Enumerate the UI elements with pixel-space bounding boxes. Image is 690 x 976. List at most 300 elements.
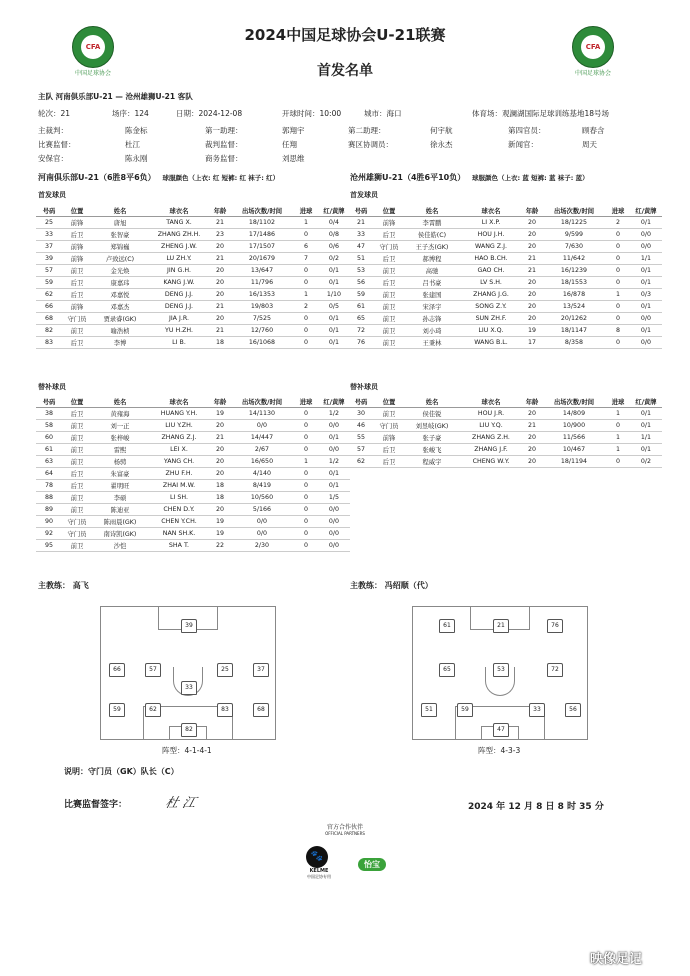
table-row xyxy=(36,444,350,456)
table-cell: 沙恺 xyxy=(92,540,148,552)
sponsor-title xyxy=(295,822,395,836)
ar2: 何宇航 xyxy=(430,126,453,135)
column-header: 号码 xyxy=(348,205,374,217)
column-header: 球衣名 xyxy=(148,205,210,217)
player-shirt-icon: 53 xyxy=(493,663,509,677)
column-header: 球衣名 xyxy=(460,396,522,408)
table-cell: 张梓峻 xyxy=(92,432,148,444)
table-cell: 20 xyxy=(210,313,230,325)
table-cell: 0/1 xyxy=(630,420,662,432)
table-cell: 21 xyxy=(210,301,230,313)
table-cell: 前锋 xyxy=(374,217,404,229)
table-cell: ZHANG Z.H. xyxy=(460,432,522,444)
table-cell: 23 xyxy=(210,229,230,241)
table-row xyxy=(36,408,350,420)
table-cell: WANG B.L. xyxy=(460,337,522,349)
column-header: 位置 xyxy=(62,205,92,217)
table-cell: 0/0 xyxy=(630,241,662,253)
table-cell: 0/0 xyxy=(230,528,294,540)
table-cell: 16/650 xyxy=(230,456,294,468)
table-cell: ZHANG Z.J. xyxy=(148,432,210,444)
home-team-name: 河南俱乐部U-21（6胜8平6负） xyxy=(38,173,156,182)
table-cell: 张峻飞 xyxy=(404,444,460,456)
table-cell: 18/1553 xyxy=(542,277,606,289)
table-row xyxy=(348,277,662,289)
column-header: 红/黄牌 xyxy=(630,205,662,217)
table-cell: 13/524 xyxy=(542,301,606,313)
table-cell: 21 xyxy=(210,217,230,229)
table-cell: 33 xyxy=(348,229,374,241)
column-header: 姓名 xyxy=(92,396,148,408)
table-cell: 后卫 xyxy=(62,289,92,301)
table-cell: 20 xyxy=(210,468,230,480)
table-cell: 前锋 xyxy=(62,301,92,313)
table-row xyxy=(348,337,662,349)
table-cell: 0/0 xyxy=(630,313,662,325)
player-shirt-icon: 59 xyxy=(457,703,473,717)
column-header: 号码 xyxy=(36,396,62,408)
table-row xyxy=(348,325,662,337)
table-cell: 朱富豪 xyxy=(92,468,148,480)
table-cell: 陈雨晨(GK) xyxy=(92,516,148,528)
table-cell: 60 xyxy=(36,432,62,444)
player-shirt-icon: 25 xyxy=(217,663,233,677)
table-cell: 喻浩桢 xyxy=(92,325,148,337)
home-coach: 主教练： 高飞 xyxy=(38,581,89,590)
table-cell: 0/1 xyxy=(318,313,350,325)
away-team-header xyxy=(350,172,589,183)
table-cell: 0/8 xyxy=(318,229,350,241)
table-cell: JIN G.H. xyxy=(148,265,210,277)
table-cell: 20 xyxy=(522,217,542,229)
table-cell: 19 xyxy=(210,528,230,540)
table-cell: 56 xyxy=(348,277,374,289)
table-cell: 21 xyxy=(348,217,374,229)
home-formation: 阵型：4-1-4-1 xyxy=(162,746,212,755)
table-cell: 0/1 xyxy=(318,432,350,444)
table-cell: 62 xyxy=(348,456,374,468)
column-header: 年龄 xyxy=(522,205,542,217)
table-cell: 1 xyxy=(294,217,318,229)
column-header: 出场次数/时间 xyxy=(542,205,606,217)
coord-label: 赛区协调员： xyxy=(348,140,393,149)
supervisor-signature: 杜 江 xyxy=(163,796,198,811)
table-row xyxy=(348,444,662,456)
table-cell: 雷熙 xyxy=(92,444,148,456)
table-cell: 14/809 xyxy=(542,408,606,420)
table-cell: 后卫 xyxy=(62,277,92,289)
table-row xyxy=(36,420,350,432)
security-label: 安保官： xyxy=(38,154,68,163)
table-cell: 8/358 xyxy=(542,337,606,349)
table-header-row xyxy=(36,205,350,217)
table-cell: 孙志锋 xyxy=(404,313,460,325)
home-subs-table xyxy=(36,396,350,552)
home-starters-table xyxy=(36,205,350,349)
column-header: 红/黄牌 xyxy=(318,396,350,408)
table-cell: 刘一正 xyxy=(92,420,148,432)
table-cell: 0/0 xyxy=(318,444,350,456)
table-cell: 0 xyxy=(294,444,318,456)
table-cell: 20 xyxy=(210,289,230,301)
table-cell: LEI X. xyxy=(148,444,210,456)
table-cell: 前卫 xyxy=(374,301,404,313)
player-shirt-icon: 37 xyxy=(253,663,269,677)
table-cell: LIU X.Q. xyxy=(460,325,522,337)
table-cell: 0/0 xyxy=(318,504,350,516)
table-cell: 高驰 xyxy=(404,265,460,277)
table-cell: 83 xyxy=(36,337,62,349)
table-cell: 18/1194 xyxy=(542,456,606,468)
table-cell: 61 xyxy=(36,444,62,456)
table-cell: 8/419 xyxy=(230,480,294,492)
table-cell: 1/5 xyxy=(318,492,350,504)
table-cell: 47 xyxy=(348,241,374,253)
away-team-name: 沧州雄狮U-21（4胜6平10负） xyxy=(350,173,466,182)
table-cell: 92 xyxy=(36,528,62,540)
player-shirt-icon: 47 xyxy=(493,723,509,737)
table-cell: 0 xyxy=(606,313,630,325)
table-cell: 64 xyxy=(36,468,62,480)
table-cell: 张智豪 xyxy=(92,229,148,241)
table-cell: 46 xyxy=(348,420,374,432)
fourth-label: 第四官员： xyxy=(508,126,546,135)
table-cell: 18/1225 xyxy=(542,217,606,229)
table-cell: 王子杰(GK) xyxy=(404,241,460,253)
table-cell: HUANG Y.H. xyxy=(148,408,210,420)
table-cell: 18 xyxy=(210,337,230,349)
player-shirt-icon: 57 xyxy=(145,663,161,677)
yibao-text: 怡宝 xyxy=(358,858,386,871)
table-cell: 0/6 xyxy=(318,241,350,253)
table-cell: 0 xyxy=(294,337,318,349)
table-cell: 18/1147 xyxy=(542,325,606,337)
table-cell: 5/166 xyxy=(230,504,294,516)
table-cell: 0 xyxy=(294,492,318,504)
column-header: 位置 xyxy=(374,396,404,408)
column-header: 位置 xyxy=(374,205,404,217)
table-cell: 51 xyxy=(348,253,374,265)
ar2-label: 第二助理： xyxy=(348,126,386,135)
player-shirt-icon: 33 xyxy=(181,681,197,695)
table-row xyxy=(348,301,662,313)
table-cell: 前卫 xyxy=(62,325,92,337)
kelme-text: KELME xyxy=(309,868,329,874)
table-cell: 11/566 xyxy=(542,432,606,444)
player-shirt-icon: 56 xyxy=(565,703,581,717)
table-cell: 20 xyxy=(522,456,542,468)
press-officer: 周天 xyxy=(582,140,597,149)
column-header: 位置 xyxy=(62,396,92,408)
player-shirt-icon: 39 xyxy=(181,619,197,633)
table-cell: 19/803 xyxy=(230,301,294,313)
table-cell: 后卫 xyxy=(374,277,404,289)
round: 轮次：21 xyxy=(38,109,71,118)
table-cell: 7/630 xyxy=(542,241,606,253)
table-cell: 0 xyxy=(294,277,318,289)
column-header: 球衣名 xyxy=(148,396,210,408)
table-cell: 16/878 xyxy=(542,289,606,301)
table-row xyxy=(36,217,350,229)
table-cell: 守门员 xyxy=(374,241,404,253)
table-cell: 0/0 xyxy=(318,540,350,552)
table-cell: 前卫 xyxy=(62,492,92,504)
table-row xyxy=(348,265,662,277)
table-cell: 20 xyxy=(522,289,542,301)
table-cell: 前卫 xyxy=(62,504,92,516)
table-cell: LV S.H. xyxy=(460,277,522,289)
table-cell: 0 xyxy=(294,313,318,325)
column-header: 进球 xyxy=(294,205,318,217)
table-cell: 0 xyxy=(294,480,318,492)
table-cell: 4/140 xyxy=(230,468,294,480)
table-cell: 1 xyxy=(294,289,318,301)
table-cell: SONG Z.Y. xyxy=(460,301,522,313)
table-cell: 66 xyxy=(36,301,62,313)
match-supervisor: 杜江 xyxy=(125,140,140,149)
table-cell: 21 xyxy=(210,253,230,265)
table-cell: 前锋 xyxy=(62,253,92,265)
table-cell: 10/900 xyxy=(542,420,606,432)
table-cell: 0 xyxy=(294,408,318,420)
referee: 陈金标 xyxy=(125,126,148,135)
table-cell: 后卫 xyxy=(62,337,92,349)
table-cell: 21 xyxy=(210,432,230,444)
ar1-label: 第一助理： xyxy=(205,126,243,135)
table-row xyxy=(348,408,662,420)
table-header-row xyxy=(348,396,662,408)
table-cell: 杨骋 xyxy=(92,456,148,468)
table-cell: 20 xyxy=(522,301,542,313)
commercial-label: 商务监督： xyxy=(205,154,243,163)
kickoff-time: 开球时间：10:00 xyxy=(282,109,342,118)
table-cell: 65 xyxy=(348,313,374,325)
paw-icon: 🐾 xyxy=(306,846,328,868)
player-shirt-icon: 61 xyxy=(439,619,455,633)
table-cell: 1 xyxy=(606,408,630,420)
table-cell: 21 xyxy=(210,325,230,337)
table-cell: 后卫 xyxy=(374,229,404,241)
table-cell: 18/1102 xyxy=(230,217,294,229)
logo-caption: 中国足球协会 xyxy=(574,70,611,77)
table-cell: 后卫 xyxy=(374,444,404,456)
table-cell: 33 xyxy=(36,229,62,241)
table-cell: 后卫 xyxy=(62,468,92,480)
table-cell: CHEN D.Y. xyxy=(148,504,210,516)
table-cell: 20 xyxy=(522,408,542,420)
table-cell: 6 xyxy=(294,241,318,253)
table-cell: 62 xyxy=(36,289,62,301)
table-cell: 0 xyxy=(294,265,318,277)
table-cell: 59 xyxy=(348,289,374,301)
table-cell: 11/796 xyxy=(230,277,294,289)
table-row xyxy=(36,432,350,444)
table-cell: 前卫 xyxy=(62,456,92,468)
table-cell: 11/642 xyxy=(542,253,606,265)
table-cell: 0/1 xyxy=(630,265,662,277)
table-cell: 0/1 xyxy=(318,480,350,492)
table-row xyxy=(348,241,662,253)
table-cell: 10/467 xyxy=(542,444,606,456)
table-cell: 22 xyxy=(210,540,230,552)
yibao-logo xyxy=(358,852,386,871)
away-subs-label: 替补球员 xyxy=(350,383,378,391)
table-cell: 0/1 xyxy=(318,337,350,349)
coordinator: 徐永杰 xyxy=(430,140,453,149)
match-date: 日期：2024-12-08 xyxy=(176,109,243,118)
home-kit-colors: 球服颜色（上衣: 红 短裤: 红 袜子: 红） xyxy=(162,174,280,182)
table-row xyxy=(348,229,662,241)
ref-supervisor: 任翔 xyxy=(282,140,297,149)
table-row xyxy=(348,313,662,325)
watermark: 映像足记 xyxy=(590,952,643,967)
table-cell: 刘昱岐(GK) xyxy=(404,420,460,432)
table-cell: 21 xyxy=(522,420,542,432)
table-cell: 0 xyxy=(606,265,630,277)
city: 城市：海口 xyxy=(364,109,402,118)
table-cell: 0 xyxy=(294,504,318,516)
table-cell: 0 xyxy=(606,253,630,265)
table-cell: ZHANG J.F. xyxy=(460,444,522,456)
table-cell: 20 xyxy=(210,456,230,468)
table-cell: 0/2 xyxy=(630,456,662,468)
table-cell: DENG J.J. xyxy=(148,301,210,313)
table-cell: 0/1 xyxy=(630,408,662,420)
table-cell: LIU Y.Q. xyxy=(460,420,522,432)
table-cell: ZHENG J.W. xyxy=(148,241,210,253)
table-cell: 邓嘉杰 xyxy=(92,301,148,313)
table-cell: 0/0 xyxy=(318,528,350,540)
table-row xyxy=(348,420,662,432)
table-cell: 1/10 xyxy=(318,289,350,301)
table-cell: 1 xyxy=(294,456,318,468)
cfa-logo-text: CFA xyxy=(81,35,105,59)
table-cell: YU H.ZH. xyxy=(148,325,210,337)
security-officer: 陈永刚 xyxy=(125,154,148,163)
table-cell: 陈迪亚 xyxy=(92,504,148,516)
table-cell: 0/1 xyxy=(630,217,662,229)
table-cell: 唐旭 xyxy=(92,217,148,229)
table-cell: 20 xyxy=(210,241,230,253)
column-header: 年龄 xyxy=(210,205,230,217)
table-cell: 前卫 xyxy=(374,313,404,325)
away-formation-pitch xyxy=(412,606,588,740)
table-cell: 72 xyxy=(348,325,374,337)
table-cell: 14/447 xyxy=(230,432,294,444)
table-cell: 38 xyxy=(36,408,62,420)
table-cell: 20 xyxy=(522,277,542,289)
table-cell: 0/0 xyxy=(230,516,294,528)
table-cell: 20 xyxy=(522,313,542,325)
home-starters-label: 首发球员 xyxy=(38,191,66,199)
table-cell: 1 xyxy=(606,444,630,456)
table-cell: 16/1239 xyxy=(542,265,606,277)
table-row xyxy=(36,337,350,349)
table-cell: 0 xyxy=(294,420,318,432)
table-row xyxy=(36,313,350,325)
column-header: 姓名 xyxy=(404,205,460,217)
ref-sup-label: 裁判监督： xyxy=(205,140,243,149)
table-row xyxy=(36,504,350,516)
table-cell: 后卫 xyxy=(62,408,92,420)
table-row xyxy=(36,492,350,504)
away-formation: 阵型：4-3-3 xyxy=(478,746,521,755)
table-cell: 郑锦巍 xyxy=(92,241,148,253)
table-cell: 0/1 xyxy=(318,265,350,277)
table-cell: 7/525 xyxy=(230,313,294,325)
table-cell: 后卫 xyxy=(374,253,404,265)
column-header: 年龄 xyxy=(210,396,230,408)
table-cell: 邓嘉悦 xyxy=(92,289,148,301)
table-cell: 0/0 xyxy=(318,420,350,432)
table-cell: 程威宇 xyxy=(404,456,460,468)
table-cell: 53 xyxy=(348,265,374,277)
player-shirt-icon: 76 xyxy=(547,619,563,633)
table-cell: 卢致远(C) xyxy=(92,253,148,265)
table-row xyxy=(36,480,350,492)
table-cell: 翟明旺 xyxy=(92,480,148,492)
column-header: 红/黄牌 xyxy=(630,396,662,408)
player-shirt-icon: 68 xyxy=(253,703,269,717)
table-row xyxy=(36,528,350,540)
table-cell: 0/0 xyxy=(630,229,662,241)
table-cell: 0 xyxy=(294,468,318,480)
table-cell: 0/4 xyxy=(318,217,350,229)
table-cell: 0/1 xyxy=(318,277,350,289)
table-cell: 刘小琦 xyxy=(404,325,460,337)
column-header: 出场次数/时间 xyxy=(542,396,606,408)
table-cell: 1/1 xyxy=(630,253,662,265)
table-cell: 侯佳皓(C) xyxy=(404,229,460,241)
table-cell: 30 xyxy=(348,408,374,420)
table-cell: 侯佳锐 xyxy=(404,408,460,420)
table-cell: 0 xyxy=(606,420,630,432)
table-cell: 1/2 xyxy=(318,456,350,468)
column-header: 年龄 xyxy=(522,396,542,408)
table-cell: 前卫 xyxy=(374,408,404,420)
table-cell: DENG J.J. xyxy=(148,289,210,301)
table-row xyxy=(36,301,350,313)
table-cell: 16/1353 xyxy=(230,289,294,301)
away-coach: 主教练： 冯绍顺（代） xyxy=(350,581,433,590)
table-row xyxy=(36,468,350,480)
table-cell: 守门员 xyxy=(62,516,92,528)
away-subs-table xyxy=(348,396,662,468)
table-cell: ZHU F.H. xyxy=(148,468,210,480)
table-cell: 0 xyxy=(606,277,630,289)
table-row xyxy=(36,229,350,241)
table-cell: 0/1 xyxy=(318,325,350,337)
player-shirt-icon: 83 xyxy=(217,703,233,717)
table-cell: 17/1507 xyxy=(230,241,294,253)
table-cell: 后卫 xyxy=(62,229,92,241)
referee-label: 主裁判： xyxy=(38,126,68,135)
table-cell: 0/2 xyxy=(318,253,350,265)
table-row xyxy=(348,456,662,468)
table-cell: LI X.P. xyxy=(460,217,522,229)
table-cell: LI B. xyxy=(148,337,210,349)
table-cell: 1/1 xyxy=(630,432,662,444)
table-row xyxy=(36,241,350,253)
table-cell: 57 xyxy=(36,265,62,277)
table-cell: SUN ZH.F. xyxy=(460,313,522,325)
table-cell: 2 xyxy=(606,217,630,229)
table-cell: 前卫 xyxy=(62,432,92,444)
logo-caption: 中国足球协会 xyxy=(74,70,111,77)
table-cell: 20 xyxy=(210,420,230,432)
table-cell: 88 xyxy=(36,492,62,504)
table-cell: 后卫 xyxy=(62,480,92,492)
